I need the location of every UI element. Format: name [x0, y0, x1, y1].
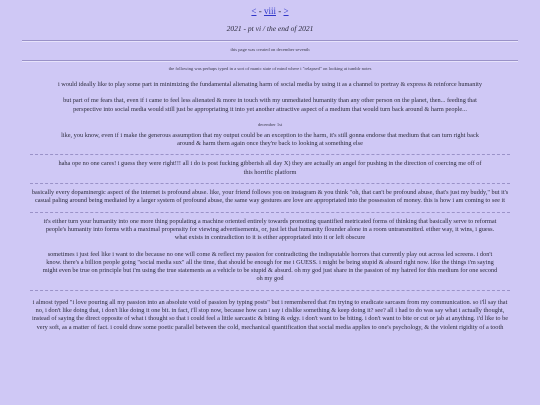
entry-paragraph: it's either turn your humanity into one more thing populating a machine oriented entirely towards promoting quantified metricated forms of thinking that basically serve to reformat people's humanity into forms with a maximal propensity for viewing advertisements, or, just let that humanity flounder alone in a room untransmitted. either way, it wins, i guess. what exists in contradiction to it is either appropriated into it or left obscure [43, 217, 497, 242]
prev-page-link[interactable]: < [251, 6, 257, 16]
entry-paragraph: but part of me fears that, even if i came to feel less alienated & more in touch with my unmediated humanity than any other person on the planet, then... feeding that perspective into social media would still just be appropriating it into yet another attractive aspect of a medium that would turn back around & harm people... [63, 97, 477, 113]
created-note: this page was created on december seventh [230, 47, 310, 52]
nav-separator: - [256, 6, 264, 16]
next-page-link[interactable]: > [283, 6, 289, 16]
entry-paragraph: sometimes i just feel like i want to die because no one will come & reflect my passion for contradicting the indisputable horrors that currently play out across led screens. i don't know. there's a billion people going "social media sux" all the time, that should be enough for me i GUESS. i might be being stupid & absurd right now. like the things i'm saying might even be true on principle but i'm using the true statements as a vehicle to be stupid & absurd. oh my god just share in the passion of my hatred for this medium for one second oh my god [42, 250, 498, 283]
entry-section [0, 213, 540, 290]
divider [22, 40, 518, 42]
entry-section [0, 291, 540, 338]
current-page-link[interactable]: viii [263, 6, 276, 16]
entry-section [0, 72, 540, 154]
entry-paragraph: haha ope no one cares! i guess they were right!!! all i do is post fucking gibberish all day X) they are actually an angel for pushing in the direction of coercing me off of this horrific platform [58, 160, 482, 176]
entry-paragraph: basically every dopaminergic aspect of the internet is profound abuse. like, your friend follows you on instagram & you think "oh, that can't be profound abuse, that's just my buddy," but it's casual paling around being mediated by a larger system of profound abuse, the same way gestures are love are appropriated into the possession of money. this is how i am coming to see it [31, 189, 509, 205]
nav-separator: - [276, 6, 284, 16]
entry-paragraph: i would ideally like to play some part in minimizing the fundamental alienating harm of social media by using it as a channel to portray & express & reinforce humanity [57, 81, 483, 88]
entry-paragraph: i almost typed "i love pouring all my passion into an absolute void of passion by typing posts" but i remembered that i'm trying to eradicate sarcasm from my communication. so i'll say that no, i don't like doing that, i don't like doing it one bit. in fact, i'll stop now, because how can i say i dislike something & keep doing it? see? all i had to do was say what i actually thought, instead of saying the direct opposite of what i thought so that i could feel a little sarcastic & biting & edgy. i don't want to be biting. i don't want to bite or cut or jab at anything. i'd like to be very soft, as a matter of fact. i could draw some poetic parallel between the cold, mechanical quantification that social media applies to one's psychology, & the violent rigidity of a tooth [31, 298, 509, 331]
entry-section [0, 184, 540, 212]
entry-paragraph: like, you know, even if i make the generous assumption that my output could be an exception to the harm, it's still gonna endorse that medium that can turn right back around & harm them again once they're back to looking at something else [61, 131, 479, 148]
page-navigation [0, 6, 540, 17]
page-title: 2021 - pt vi / the end of 2021 [226, 24, 314, 33]
divider [22, 60, 518, 62]
entry-date: december 1st [257, 121, 283, 127]
entry-section [0, 155, 540, 183]
preface-note: the following was perhaps typed in a sort of manic state of mind where i "relapsed" on looking at tumblr notes [168, 66, 372, 71]
